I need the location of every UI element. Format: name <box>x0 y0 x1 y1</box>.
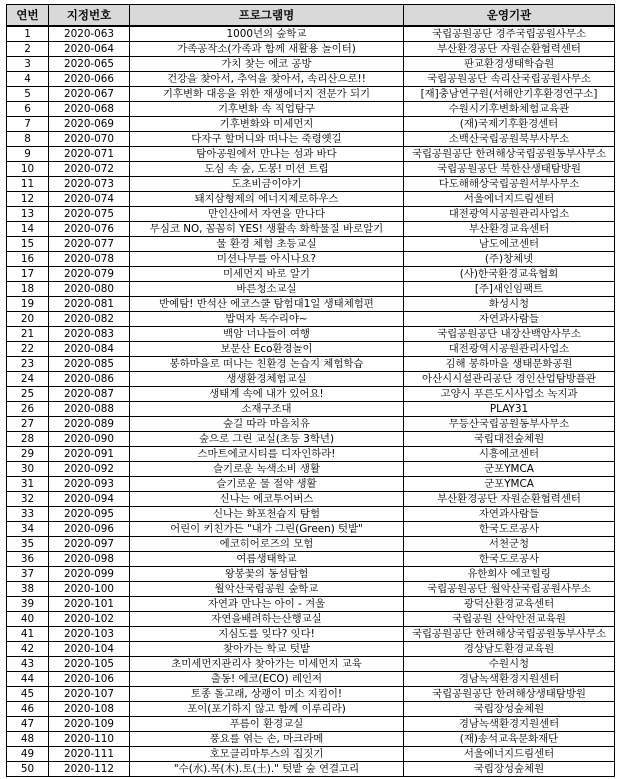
designation-number-cell: 2020-105 <box>49 657 130 672</box>
table-row <box>7 462 615 477</box>
designation-number-cell: 2020-072 <box>49 162 130 177</box>
operating-institution-cell: 수원시기후변화체험교육관 <box>404 102 615 117</box>
designation-number-cell: 2020-092 <box>49 462 130 477</box>
operating-institution-cell: 대전광역시공원관리사업소 <box>404 342 615 357</box>
program-table <box>6 4 615 777</box>
program-name-cell: 물 환경 체험 초등교실 <box>130 237 404 252</box>
program-name-cell: 여름생태학교 <box>130 552 404 567</box>
operating-institution-cell: 다도해해상국립공원서부사무소 <box>404 177 615 192</box>
program-name-cell: 기후변화 대응을 위한 재생에너지 전문가 되기 <box>130 87 404 102</box>
program-name-cell: "수(水).목(木).토(土)." 텃밭 숲 연결고리 <box>130 762 404 777</box>
serial-number-cell: 39 <box>7 597 49 612</box>
designation-number-cell: 2020-098 <box>49 552 130 567</box>
operating-institution-cell: 국립대전숲체원 <box>404 432 615 447</box>
serial-number-cell: 8 <box>7 132 49 147</box>
serial-number-cell: 30 <box>7 462 49 477</box>
designation-number-cell: 2020-084 <box>49 342 130 357</box>
serial-number-cell: 19 <box>7 297 49 312</box>
program-name-cell: 숲길 따라 마음치유 <box>130 417 404 432</box>
table-row <box>7 597 615 612</box>
operating-institution-cell: 경남녹색환경지원센터 <box>404 672 615 687</box>
program-name-cell: 토종 돌고래, 상괭이 미소 지킴이! <box>130 687 404 702</box>
operating-institution-cell: 판교환경생태학습원 <box>404 57 615 72</box>
operating-institution-cell: 국립장성숲체원 <box>404 762 615 777</box>
program-name-cell: 건강을 찾아서, 추억을 찾아서, 속리산으로!! <box>130 72 404 87</box>
operating-institution-cell: 고양시 푸른도시사업소 녹지과 <box>404 387 615 402</box>
operating-institution-cell: 군포YMCA <box>404 462 615 477</box>
table-row <box>7 87 615 102</box>
designation-number-cell: 2020-075 <box>49 207 130 222</box>
serial-number-cell: 48 <box>7 732 49 747</box>
serial-number-cell: 16 <box>7 252 49 267</box>
serial-number-cell: 10 <box>7 162 49 177</box>
program-name-cell: 슬기로운 물 절약 생활 <box>130 477 404 492</box>
operating-institution-cell: [재]충남연구원(서해안기후환경연구소] <box>404 87 615 102</box>
serial-number-cell: 42 <box>7 642 49 657</box>
serial-number-cell: 15 <box>7 237 49 252</box>
serial-number-cell: 28 <box>7 432 49 447</box>
designation-number-cell: 2020-108 <box>49 702 130 717</box>
designation-number-cell: 2020-090 <box>49 432 130 447</box>
table-row <box>7 402 615 417</box>
serial-number-cell: 12 <box>7 192 49 207</box>
designation-number-cell: 2020-089 <box>49 417 130 432</box>
designation-number-cell: 2020-109 <box>49 717 130 732</box>
operating-institution-cell: 서천군청 <box>404 537 615 552</box>
program-name-cell: 스마트에코시티를 디자인하라! <box>130 447 404 462</box>
designation-number-cell: 2020-102 <box>49 612 130 627</box>
operating-institution-cell: 국립공원공단 내장산백암사무소 <box>404 327 615 342</box>
table-row <box>7 297 615 312</box>
table-row <box>7 237 615 252</box>
program-name-cell: 초미세먼지관리사 찾아가는 미세먼지 교육 <box>130 657 404 672</box>
program-name-cell: 찾아가는 학교 텃밭 <box>130 642 404 657</box>
serial-number-cell: 7 <box>7 117 49 132</box>
operating-institution-cell: 김해 봉하마을 생태문화공원 <box>404 357 615 372</box>
program-name-cell: 무심코 NO, 꼼꼼히 YES! 생활속 화학물질 바로알기 <box>130 222 404 237</box>
serial-number-cell: 26 <box>7 402 49 417</box>
operating-institution-cell: 자연과사람들 <box>404 312 615 327</box>
designation-number-cell: 2020-069 <box>49 117 130 132</box>
designation-number-cell: 2020-093 <box>49 477 130 492</box>
program-name-cell: 반예탐! 반석산 에코스쿨 탐험대1일 생태체험편 <box>130 297 404 312</box>
designation-number-cell: 2020-078 <box>49 252 130 267</box>
serial-number-cell: 6 <box>7 102 49 117</box>
designation-number-cell: 2020-079 <box>49 267 130 282</box>
designation-number-cell: 2020-103 <box>49 627 130 642</box>
designation-number-cell: 2020-112 <box>49 762 130 777</box>
operating-institution-cell: PLAY31 <box>404 402 615 417</box>
serial-number-cell: 50 <box>7 762 49 777</box>
table-row <box>7 447 615 462</box>
designation-number-cell: 2020-087 <box>49 387 130 402</box>
operating-institution-cell: 부산환경교육센터 <box>404 222 615 237</box>
serial-number-cell: 4 <box>7 72 49 87</box>
table-row <box>7 507 615 522</box>
table-row <box>7 342 615 357</box>
table-row <box>7 582 615 597</box>
table-row <box>7 567 615 582</box>
program-name-cell: 1000년의 숲학교 <box>130 26 404 42</box>
serial-number-cell: 2 <box>7 42 49 57</box>
operating-institution-cell: 무등산국립공원동부사무소 <box>404 417 615 432</box>
header-program-name: 프로그램명 <box>130 5 404 27</box>
table-row <box>7 702 615 717</box>
program-name-cell: 미션나무를 아시나요? <box>130 252 404 267</box>
designation-number-cell: 2020-066 <box>49 72 130 87</box>
table-row <box>7 372 615 387</box>
program-name-cell: 생생환경체험교실 <box>130 372 404 387</box>
designation-number-cell: 2020-104 <box>49 642 130 657</box>
table-row <box>7 252 615 267</box>
designation-number-cell: 2020-107 <box>49 687 130 702</box>
serial-number-cell: 18 <box>7 282 49 297</box>
serial-number-cell: 44 <box>7 672 49 687</box>
table-row <box>7 72 615 87</box>
operating-institution-cell: 국립공원공단 속리산국립공원사무소 <box>404 72 615 87</box>
designation-number-cell: 2020-070 <box>49 132 130 147</box>
operating-institution-cell: 경상남도환경교육원 <box>404 642 615 657</box>
designation-number-cell: 2020-100 <box>49 582 130 597</box>
operating-institution-cell: 아산시시설관리공단 경인산업탐방플관 <box>404 372 615 387</box>
serial-number-cell: 46 <box>7 702 49 717</box>
table-row <box>7 357 615 372</box>
designation-number-cell: 2020-111 <box>49 747 130 762</box>
program-name-cell: 백암 너나들이 여행 <box>130 327 404 342</box>
operating-institution-cell: 군포YMCA <box>404 477 615 492</box>
operating-institution-cell: 국립공원공단 한려해상생태탐방원 <box>404 687 615 702</box>
header-operating-institution: 운영기관 <box>404 5 615 27</box>
table-row <box>7 657 615 672</box>
table-row <box>7 762 615 777</box>
program-name-cell: 도심 속 숲, 도봉! 미션 트립 <box>130 162 404 177</box>
program-name-cell: 보문산 Eco환경놀이 <box>130 342 404 357</box>
operating-institution-cell: 화성시청 <box>404 297 615 312</box>
operating-institution-cell: 대전광역시공원관리사업소 <box>404 207 615 222</box>
designation-number-cell: 2020-068 <box>49 102 130 117</box>
serial-number-cell: 5 <box>7 87 49 102</box>
program-name-cell: 밥먹자 독수리야~ <box>130 312 404 327</box>
header-row <box>7 5 615 27</box>
table-row <box>7 552 615 567</box>
operating-institution-cell: 경남녹색환경지원센터 <box>404 717 615 732</box>
program-name-cell: 바른청소교실 <box>130 282 404 297</box>
serial-number-cell: 11 <box>7 177 49 192</box>
operating-institution-cell: 광덕산환경교육센터 <box>404 597 615 612</box>
designation-number-cell: 2020-086 <box>49 372 130 387</box>
serial-number-cell: 45 <box>7 687 49 702</box>
table-row <box>7 132 615 147</box>
header-serial-number: 연번 <box>7 5 49 27</box>
program-name-cell: 자연을배려하는산행교실 <box>130 612 404 627</box>
table-row <box>7 432 615 447</box>
operating-institution-cell: 부산환경공단 자원순환협력센터 <box>404 42 615 57</box>
designation-number-cell: 2020-080 <box>49 282 130 297</box>
serial-number-cell: 27 <box>7 417 49 432</box>
designation-number-cell: 2020-095 <box>49 507 130 522</box>
table-row <box>7 312 615 327</box>
serial-number-cell: 35 <box>7 537 49 552</box>
table-row <box>7 282 615 297</box>
operating-institution-cell: 서울에너지드림센터 <box>404 747 615 762</box>
table-row <box>7 147 615 162</box>
operating-institution-cell: 국립공원 산악안전교육원 <box>404 612 615 627</box>
serial-number-cell: 33 <box>7 507 49 522</box>
serial-number-cell: 40 <box>7 612 49 627</box>
program-name-cell: 어린이 키친가든 "내가 그린(Green) 텃밭" <box>130 522 404 537</box>
table-row <box>7 327 615 342</box>
serial-number-cell: 37 <box>7 567 49 582</box>
operating-institution-cell: 수원시청 <box>404 657 615 672</box>
program-name-cell: 숲으로 그린 교실(초등 3학년) <box>130 432 404 447</box>
serial-number-cell: 1 <box>7 26 49 42</box>
table-row <box>7 522 615 537</box>
serial-number-cell: 22 <box>7 342 49 357</box>
operating-institution-cell: [주]새인임팩트 <box>404 282 615 297</box>
program-name-cell: 지심도를 잊다? 잇다! <box>130 627 404 642</box>
designation-number-cell: 2020-099 <box>49 567 130 582</box>
program-name-cell: 가족공작소(가족과 함께 새활용 놀이터) <box>130 42 404 57</box>
serial-number-cell: 25 <box>7 387 49 402</box>
header-designation-number: 지정번호 <box>49 5 130 27</box>
designation-number-cell: 2020-081 <box>49 297 130 312</box>
serial-number-cell: 32 <box>7 492 49 507</box>
program-name-cell: 생태계 속에 내가 있어요! <box>130 387 404 402</box>
designation-number-cell: 2020-083 <box>49 327 130 342</box>
program-name-cell: 기후변화 속 직업탐구 <box>130 102 404 117</box>
operating-institution-cell: 유한회사 에코힐링 <box>404 567 615 582</box>
operating-institution-cell: 소백산국립공원북부사무소 <box>404 132 615 147</box>
table-row <box>7 477 615 492</box>
designation-number-cell: 2020-073 <box>49 177 130 192</box>
operating-institution-cell: 국립공원공단 한려해상국립공원동부사무소 <box>404 147 615 162</box>
table-row <box>7 207 615 222</box>
table-row <box>7 102 615 117</box>
program-name-cell: 신나는 화포천습지 탐험 <box>130 507 404 522</box>
designation-number-cell: 2020-067 <box>49 87 130 102</box>
program-name-cell: 호모클리마투스의 집짓기 <box>130 747 404 762</box>
operating-institution-cell: (사)한국환경교육협회 <box>404 267 615 282</box>
designation-number-cell: 2020-110 <box>49 732 130 747</box>
serial-number-cell: 3 <box>7 57 49 72</box>
operating-institution-cell: 시흥에코센터 <box>404 447 615 462</box>
table-row <box>7 26 615 42</box>
operating-institution-cell: (주)창체넷 <box>404 252 615 267</box>
table-row <box>7 42 615 57</box>
program-name-cell: 탐아공원에서 만나는 섬과 바다 <box>130 147 404 162</box>
program-name-cell: 봉하마을로 떠나는 친환경 논습지 체험학습 <box>130 357 404 372</box>
operating-institution-cell: 국립공원공단 한려해상국립공원동부사무소 <box>404 627 615 642</box>
designation-number-cell: 2020-063 <box>49 26 130 42</box>
table-row <box>7 177 615 192</box>
designation-number-cell: 2020-082 <box>49 312 130 327</box>
operating-institution-cell: (재)국제기후환경센터 <box>404 117 615 132</box>
designation-number-cell: 2020-094 <box>49 492 130 507</box>
table-row <box>7 417 615 432</box>
designation-number-cell: 2020-065 <box>49 57 130 72</box>
program-name-cell: 만인산에서 자연을 만나다 <box>130 207 404 222</box>
table-row <box>7 192 615 207</box>
operating-institution-cell: 국립공원공단 경주국립공원사무소 <box>404 26 615 42</box>
program-name-cell: 미세먼지 바로 알기 <box>130 267 404 282</box>
table-row <box>7 537 615 552</box>
program-name-cell: 슬기로운 녹색소비 생활 <box>130 462 404 477</box>
serial-number-cell: 29 <box>7 447 49 462</box>
program-name-cell: 출동! 에코(ECO) 레인저 <box>130 672 404 687</box>
serial-number-cell: 31 <box>7 477 49 492</box>
table-row <box>7 747 615 762</box>
table-row <box>7 687 615 702</box>
program-name-cell: 기후변화와 미세먼지 <box>130 117 404 132</box>
table-row <box>7 117 615 132</box>
serial-number-cell: 20 <box>7 312 49 327</box>
serial-number-cell: 34 <box>7 522 49 537</box>
designation-number-cell: 2020-077 <box>49 237 130 252</box>
serial-number-cell: 23 <box>7 357 49 372</box>
program-name-cell: 왕봉꽃의 동섬탐험 <box>130 567 404 582</box>
operating-institution-cell: 국립장성숲체원 <box>404 702 615 717</box>
operating-institution-cell: 서울에너지드림센터 <box>404 192 615 207</box>
operating-institution-cell: 국립공원공단 월악산국립공원사무소 <box>404 582 615 597</box>
program-name-cell: 월악산국립공원 숲학교 <box>130 582 404 597</box>
operating-institution-cell: 부산환경공단 자원순환협력센터 <box>404 492 615 507</box>
program-name-cell: 에코히어로즈의 모험 <box>130 537 404 552</box>
operating-institution-cell: 한국도로공사 <box>404 522 615 537</box>
program-name-cell: 신나는 에코투어버스 <box>130 492 404 507</box>
serial-number-cell: 43 <box>7 657 49 672</box>
serial-number-cell: 14 <box>7 222 49 237</box>
table-row <box>7 672 615 687</box>
designation-number-cell: 2020-064 <box>49 42 130 57</box>
designation-number-cell: 2020-101 <box>49 597 130 612</box>
table-row <box>7 387 615 402</box>
serial-number-cell: 47 <box>7 717 49 732</box>
program-name-cell: 풍요를 엮는 손, 마크라메 <box>130 732 404 747</box>
program-name-cell: 포이(포기하지 않고 함께 이루리라) <box>130 702 404 717</box>
program-name-cell: 다자구 할머니와 떠나는 죽령옛길 <box>130 132 404 147</box>
serial-number-cell: 17 <box>7 267 49 282</box>
operating-institution-cell: 국립공원공단 북한산생태탐방원 <box>404 162 615 177</box>
program-name-cell: 돼지삼형제의 에너지제로하우스 <box>130 192 404 207</box>
table-row <box>7 627 615 642</box>
table-row <box>7 267 615 282</box>
program-name-cell: 가치 찾는 에코 공방 <box>130 57 404 72</box>
designation-number-cell: 2020-076 <box>49 222 130 237</box>
designation-number-cell: 2020-106 <box>49 672 130 687</box>
table-row <box>7 642 615 657</box>
program-name-cell: 소재구조대 <box>130 402 404 417</box>
designation-number-cell: 2020-097 <box>49 537 130 552</box>
program-name-cell: 자연과 만나는 아이 - 겨울 <box>130 597 404 612</box>
table-row <box>7 222 615 237</box>
program-name-cell: 푸름이 환경교실 <box>130 717 404 732</box>
table-row <box>7 57 615 72</box>
designation-number-cell: 2020-071 <box>49 147 130 162</box>
serial-number-cell: 9 <box>7 147 49 162</box>
designation-number-cell: 2020-096 <box>49 522 130 537</box>
table-row <box>7 162 615 177</box>
program-name-cell: 도초비금이야기 <box>130 177 404 192</box>
serial-number-cell: 13 <box>7 207 49 222</box>
designation-number-cell: 2020-091 <box>49 447 130 462</box>
table-row <box>7 612 615 627</box>
serial-number-cell: 36 <box>7 552 49 567</box>
operating-institution-cell: 남도에코센터 <box>404 237 615 252</box>
serial-number-cell: 24 <box>7 372 49 387</box>
serial-number-cell: 49 <box>7 747 49 762</box>
operating-institution-cell: 자연과사람들 <box>404 507 615 522</box>
serial-number-cell: 21 <box>7 327 49 342</box>
operating-institution-cell: (재)송석교육문화재단 <box>404 732 615 747</box>
designation-number-cell: 2020-088 <box>49 402 130 417</box>
designation-number-cell: 2020-074 <box>49 192 130 207</box>
table-body <box>7 26 615 777</box>
serial-number-cell: 41 <box>7 627 49 642</box>
serial-number-cell: 38 <box>7 582 49 597</box>
table-row <box>7 732 615 747</box>
operating-institution-cell: 한국도로공사 <box>404 552 615 567</box>
table-row <box>7 717 615 732</box>
table-row <box>7 492 615 507</box>
designation-number-cell: 2020-085 <box>49 357 130 372</box>
